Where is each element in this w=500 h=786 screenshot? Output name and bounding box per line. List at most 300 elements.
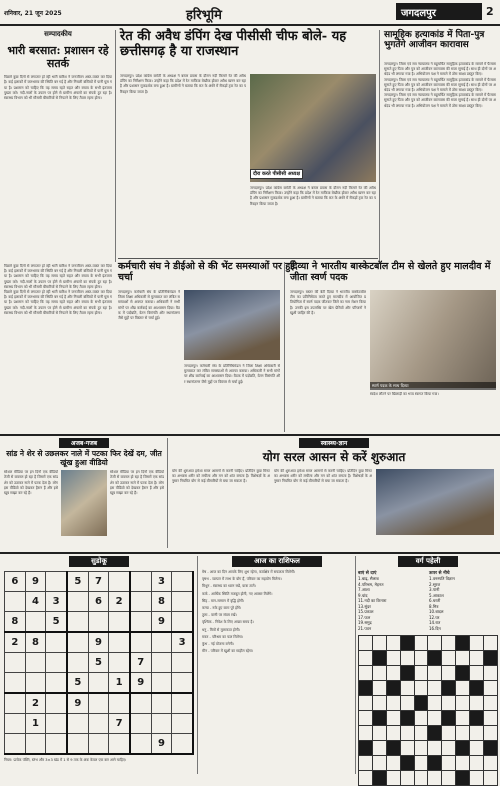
rashifal-title: आज का राशिफल bbox=[232, 556, 322, 567]
crossword-row bbox=[359, 726, 498, 741]
sudoku-cell bbox=[130, 612, 151, 633]
sudoku-cell bbox=[151, 714, 172, 734]
crossword-cell bbox=[470, 666, 484, 681]
crossword-black-cell bbox=[386, 681, 400, 696]
crossword-row bbox=[359, 711, 498, 726]
sudoku-cell: 2 bbox=[109, 592, 130, 612]
viral-photo bbox=[61, 470, 107, 536]
murder-headline: सामूहिक हत्याकांड में पिता-पुत्र भुगतेंगे आजीवन कारावास bbox=[384, 30, 485, 51]
sudoku-cell bbox=[172, 592, 193, 612]
lead-story-text-continued: जगदलपुर। प्रदेश कांग्रेस कमेटी के अध्यक्ष ने बस्तर प्रवास के दौरान नदी किनारे रेत की अवैध डंपिंग का निरीक्षण किया। उन्होंने कहा कि प्रदेश में रेत माफिया बेखौफ होकर अवैध खनन कर रहा है और प्रशासन मूकदर्शक बना हुआ है। ग्रामीणों ने बताया कि रात के अंधेरे में सैकड़ों ट्रक रेत का परिवहन किया जाता है। bbox=[250, 186, 376, 206]
sudoku-cell bbox=[109, 693, 130, 714]
sudoku-cell: 9 bbox=[67, 693, 88, 714]
crossword-cell bbox=[400, 681, 414, 696]
sudoku-cell: 5 bbox=[67, 572, 88, 592]
crossword-cell bbox=[442, 741, 456, 756]
down-clue: 5.आकाश bbox=[429, 592, 444, 598]
basketball-body bbox=[290, 290, 366, 430]
rashifal-item: वृश्चिक - निवेश के लिए अच्छा समय है। bbox=[202, 620, 254, 625]
crossword-cell bbox=[456, 756, 470, 771]
yoga-body-row bbox=[172, 469, 496, 535]
column-divider bbox=[197, 556, 198, 774]
sudoku-cell bbox=[109, 612, 130, 633]
sudoku-row bbox=[5, 572, 194, 592]
basketball-body-b bbox=[370, 392, 496, 430]
crossword-cell bbox=[442, 696, 456, 711]
sudoku-cell bbox=[130, 734, 151, 755]
rashifal-item: मीन - परिवार में खुशी का माहौल रहेगा। bbox=[202, 649, 254, 654]
sudoku-cell: 2 bbox=[25, 693, 46, 714]
crossword-cell bbox=[414, 711, 428, 726]
sudoku-row bbox=[5, 612, 194, 633]
yoga-headline: योग सरल आसन से करें शुरुआत bbox=[262, 450, 406, 464]
crossword-cell bbox=[359, 696, 373, 711]
crossword-black-cell bbox=[359, 681, 373, 696]
sudoku-cell: 6 bbox=[88, 592, 109, 612]
sudoku-cell: 3 bbox=[151, 572, 172, 592]
crossword-cell bbox=[428, 696, 442, 711]
editorial-section bbox=[4, 30, 112, 262]
lead-story-text: जगदलपुर। प्रदेश कांग्रेस कमेटी के अध्यक्ष ने बस्तर प्रवास के दौरान नदी किनारे रेत की अवैध डंपिंग का निरीक्षण किया। उन्होंने कहा कि प्रदेश में रेत माफिया बेखौफ होकर अवैध खनन कर रहा है और प्रशासन मूकदर्शक बना हुआ है। ग्रामीणों ने बताया कि रात के अंधेरे में सैकड़ों ट्रक रेत का परिवहन किया जाता है। bbox=[120, 74, 246, 94]
crossword-cell bbox=[484, 771, 498, 786]
yoga-section bbox=[172, 438, 496, 548]
crossword-row bbox=[359, 756, 498, 771]
sudoku-row bbox=[5, 714, 194, 734]
workers-text: जगदलपुर। कर्मचारी संघ के प्रतिनिधिमंडल ने जिला शिक्षा अधिकारी से मुलाकात कर लंबित समस्याओं से अवगत कराया। अधिकारी ने सभी मांगों पर शीघ्र कार्रवाई का आश्वासन दिया। बैठक में पदोन्नति, वेतन विसंगति और स्थानांतरण जैसे मुद्दों पर विस्तार से चर्चा हुई। bbox=[118, 290, 180, 321]
sudoku-row bbox=[5, 653, 194, 673]
sudoku-rules: नियम: प्रत्येक पंक्ति, स्तंभ और 3×3 खंड में 1 से 9 तक के अंक केवल एक बार आने चाहिए। bbox=[4, 758, 127, 762]
crossword-black-cell bbox=[372, 771, 386, 786]
sudoku-cell: 7 bbox=[130, 653, 151, 673]
sudoku-section bbox=[4, 556, 194, 774]
crossword-black-cell bbox=[428, 651, 442, 666]
crossword-row bbox=[359, 636, 498, 651]
sudoku-cell bbox=[46, 673, 67, 694]
crossword-cell bbox=[414, 636, 428, 651]
crossword-black-cell bbox=[414, 696, 428, 711]
crossword-cell bbox=[386, 696, 400, 711]
sudoku-cell: 5 bbox=[67, 673, 88, 694]
sudoku-row bbox=[5, 693, 194, 714]
yoga-text-continued: योग की शुरुआत हमेशा सरल आसनों से करनी चाहिए। प्रतिदिन कुछ मिनट का अभ्यास शरीर को लचीला और मन को शांत बनाता है। विशेषज्ञों के अनुसार नियमित योग से कई बीमारियों से बचा जा सकता है। bbox=[274, 468, 372, 484]
down-clue: 16.दिन bbox=[429, 625, 441, 631]
sudoku-cell bbox=[46, 693, 67, 714]
lead-story-headline: रेत की अवैध डंपिंग देख पीसीसी चीफ बोले- यह छत्तीसगढ़ है या राजस्थान bbox=[120, 29, 347, 59]
sudoku-cell bbox=[109, 572, 130, 592]
sudoku-cell bbox=[88, 734, 109, 755]
sudoku-cell bbox=[88, 612, 109, 633]
crossword-black-cell bbox=[400, 636, 414, 651]
murder-text-continued: जगदलपुर। जिला एवं सत्र न्यायालय ने बहुचर्चित सामूहिक हत्याकांड के मामले में फैसला सुनाते हुए पिता और पुत्र को आजीवन कारावास की सजा सुनाई है। साथ ही दोनों पर अर्थदंड भी लगाया गया है। अभियोजन पक्ष ने मामले में ठोस साक्ष्य प्रस्तुत किए। bbox=[384, 77, 496, 93]
sudoku-cell: 9 bbox=[88, 632, 109, 653]
crossword-cell bbox=[442, 756, 456, 771]
editorial-text-continued: पिछले कुछ दिनों से लगातार हो रही भारी बारिश ने जनजीवन अस्त-व्यस्त कर दिया है। कई इलाकों में जलभराव की स्थिति बन गई है और निचली बस्तियों में पानी घुस गया है। प्रशासन को चाहिए कि वह समय रहते राहत और बचाव के सभी इंतजाम पुख्ता करे। नदी-नालों के उफान पर होने से ग्रामीण अंचलों का संपर्क टूट रहा है। स्वास्थ्य विभाग को भी मौसमी बीमारियों से निपटने के लिए तैयार रहना होगा। bbox=[4, 264, 112, 289]
sudoku-cell: 8 bbox=[25, 632, 46, 653]
sudoku-cell bbox=[172, 653, 193, 673]
crossword-cell bbox=[442, 666, 456, 681]
sudoku-cell bbox=[46, 572, 67, 592]
crossword-black-cell bbox=[456, 636, 470, 651]
workers-text-continued: जगदलपुर। कर्मचारी संघ के प्रतिनिधिमंडल ने जिला शिक्षा अधिकारी से मुलाकात कर लंबित समस्याओं से अवगत कराया। अधिकारी ने सभी मांगों पर शीघ्र कार्रवाई का आश्वासन दिया। बैठक में पदोन्नति, वेतन विसंगति और स्थानांतरण जैसे मुद्दों पर विस्तार से चर्चा हुई। bbox=[184, 364, 280, 384]
crossword-cell bbox=[470, 636, 484, 651]
rashifal-section bbox=[202, 556, 352, 774]
viral-tag: अजब-गजब bbox=[59, 438, 109, 448]
crossword-black-cell bbox=[372, 711, 386, 726]
crossword-cell bbox=[484, 681, 498, 696]
crossword-cell bbox=[470, 756, 484, 771]
crossword-cell bbox=[414, 666, 428, 681]
basketball-text: जगदलपुर। बस्तर की बेटी दिव्या ने भारतीय बास्केटबॉल टीम का प्रतिनिधित्व करते हुए मालदीव में आयोजित प्रतियोगिता में स्वर्ण पदक जीतकर जिले का नाम रोशन किया है। उनकी इस उपलब्धि पर खेल प्रेमियों और परिजनों ने खुशी जाहिर की है। bbox=[290, 290, 366, 315]
crossword-cell bbox=[456, 681, 470, 696]
crossword-across bbox=[358, 570, 426, 631]
editorial-continued bbox=[4, 264, 112, 432]
column-divider bbox=[115, 30, 116, 262]
across-clue: 4.परिश्रम, मेहनत bbox=[358, 581, 384, 587]
sudoku-cell bbox=[151, 653, 172, 673]
yoga-text: योग की शुरुआत हमेशा सरल आसनों से करनी चाहिए। प्रतिदिन कुछ मिनट का अभ्यास शरीर को लचीला और मन को शांत बनाता है। विशेषज्ञों के अनुसार नियमित योग से कई बीमारियों से बचा जा सकता है। bbox=[172, 468, 270, 484]
sudoku-cell bbox=[25, 612, 46, 633]
sudoku-cell bbox=[88, 714, 109, 734]
sudoku-cell bbox=[130, 693, 151, 714]
across-clue: 7.आशा bbox=[358, 587, 370, 592]
crossword-cell bbox=[386, 711, 400, 726]
sudoku-cell bbox=[25, 673, 46, 694]
crossword-cell bbox=[484, 756, 498, 771]
basketball-photo bbox=[370, 290, 496, 388]
basketball-caption-box bbox=[370, 382, 496, 390]
sudoku-cell bbox=[5, 653, 26, 673]
crossword-cell bbox=[372, 726, 386, 741]
column-divider bbox=[379, 30, 380, 262]
sudoku-cell: 4 bbox=[25, 592, 46, 612]
murder-text-continued: जगदलपुर। जिला एवं सत्र न्यायालय ने बहुचर्चित सामूहिक हत्याकांड के मामले में फैसला सुनाते हुए पिता और पुत्र को आजीवन कारावास की सजा सुनाई है। साथ ही दोनों पर अर्थदंड भी लगाया गया है। अभियोजन पक्ष ने मामले में ठोस साक्ष्य प्रस्तुत किए। bbox=[384, 93, 496, 108]
editorial-headline: भारी बरसात: प्रशासन रहे सतर्क bbox=[7, 44, 109, 70]
workers-headline: कर्मचारी संघ ने डीईओ से की भेंट समस्याओं पर हुई चर्चा bbox=[118, 261, 295, 283]
sudoku-cell bbox=[67, 632, 88, 653]
rashifal-item: मिथुन - स्वास्थ्य का ध्यान रखें, यात्रा टालें। bbox=[202, 584, 256, 589]
sudoku-row bbox=[5, 734, 194, 755]
sudoku-cell bbox=[88, 693, 109, 714]
sudoku-cell bbox=[172, 673, 193, 694]
crossword-cell bbox=[359, 771, 373, 786]
sudoku-cell: 8 bbox=[151, 592, 172, 612]
murder-body bbox=[384, 62, 496, 262]
sudoku-cell bbox=[172, 612, 193, 633]
rashifal-item: तुला - वाणी पर संयम रखें। bbox=[202, 613, 237, 618]
sudoku-cell: 6 bbox=[5, 572, 26, 592]
sudoku-cell bbox=[25, 653, 46, 673]
crossword-cell bbox=[484, 711, 498, 726]
crossword-row bbox=[359, 696, 498, 711]
rashifal-item: मकर - परिश्रम का फल मिलेगा। bbox=[202, 634, 244, 639]
lead-photo-caption: दौरा करते पीसीसी अध्यक्ष bbox=[250, 169, 303, 179]
sudoku-cell: 9 bbox=[151, 612, 172, 633]
sudoku-cell bbox=[172, 693, 193, 714]
crossword-black-cell bbox=[386, 741, 400, 756]
crossword-black-cell bbox=[484, 651, 498, 666]
sudoku-cell bbox=[88, 673, 109, 694]
crossword-clues bbox=[358, 570, 498, 631]
yoga-tag: स्वास्थ्य-ज्ञान bbox=[299, 438, 369, 448]
column-divider bbox=[284, 262, 285, 432]
sudoku-cell bbox=[5, 673, 26, 694]
sudoku-cell: 8 bbox=[5, 612, 26, 633]
crossword-cell bbox=[372, 636, 386, 651]
sudoku-cell bbox=[5, 734, 26, 755]
sudoku-cell bbox=[172, 714, 193, 734]
sudoku-cell bbox=[109, 653, 130, 673]
sudoku-cell: 5 bbox=[46, 612, 67, 633]
crossword-section bbox=[358, 556, 498, 774]
crossword-black-cell bbox=[400, 666, 414, 681]
sudoku-cell bbox=[67, 653, 88, 673]
down-clue: 12.घर bbox=[429, 614, 440, 620]
across-clue: 21.पवन bbox=[358, 625, 372, 631]
crossword-cell bbox=[359, 711, 373, 726]
crossword-cell bbox=[428, 681, 442, 696]
sudoku-cell: 1 bbox=[109, 673, 130, 694]
down-clues bbox=[429, 576, 497, 631]
row-divider bbox=[118, 258, 378, 259]
lead-photo-caption-box bbox=[250, 160, 350, 179]
lead-story-body-b bbox=[250, 186, 376, 252]
rashifal-item: कुंभ - नई योजना बनेगी। bbox=[202, 642, 234, 647]
lead-story-body-a bbox=[120, 74, 246, 252]
sudoku-cell bbox=[151, 673, 172, 694]
sudoku-grid bbox=[4, 571, 194, 755]
rashifal-item: कर्क - आर्थिक स्थिति मजबूत होगी, नए अवसर मिलेंगे। bbox=[202, 591, 273, 596]
sudoku-cell bbox=[67, 612, 88, 633]
across-clue: 13.सुंदर bbox=[358, 603, 371, 609]
sudoku-cell bbox=[151, 632, 172, 653]
sudoku-cell: 7 bbox=[109, 714, 130, 734]
sudoku-cell: 9 bbox=[151, 734, 172, 755]
crossword-cell bbox=[470, 696, 484, 711]
crossword-black-cell bbox=[456, 771, 470, 786]
crossword-cell bbox=[484, 636, 498, 651]
crossword-cell bbox=[414, 651, 428, 666]
down-clue: 2.सूरज bbox=[429, 581, 441, 587]
across-clue: 19.समुद्र bbox=[358, 620, 372, 625]
crossword-cell bbox=[428, 771, 442, 786]
sudoku-row bbox=[5, 673, 194, 694]
crossword-cell bbox=[359, 666, 373, 681]
crossword-cell bbox=[386, 771, 400, 786]
down-clue: 1.वनस्पति विज्ञान bbox=[429, 576, 455, 581]
down-clue: 10.बादल bbox=[429, 609, 444, 614]
crossword-cell bbox=[359, 651, 373, 666]
sudoku-title: सुडोकू bbox=[69, 556, 129, 567]
page-number: 2 bbox=[486, 5, 494, 18]
sudoku-cell bbox=[67, 714, 88, 734]
sudoku-cell bbox=[130, 592, 151, 612]
workers-photo bbox=[184, 290, 280, 360]
crossword-black-cell bbox=[442, 711, 456, 726]
crossword-cell bbox=[372, 756, 386, 771]
sudoku-cell bbox=[151, 693, 172, 714]
down-clue: 14.रात bbox=[429, 620, 441, 625]
down-clue: 8.मित्र bbox=[429, 603, 439, 609]
crossword-black-cell bbox=[428, 726, 442, 741]
crossword-black-cell bbox=[372, 651, 386, 666]
crossword-black-cell bbox=[400, 711, 414, 726]
crossword-row bbox=[359, 666, 498, 681]
crossword-cell bbox=[414, 771, 428, 786]
crossword-cell bbox=[386, 756, 400, 771]
sudoku-cell bbox=[130, 714, 151, 734]
workers-body-a bbox=[118, 290, 180, 430]
crossword-cell bbox=[372, 741, 386, 756]
sudoku-cell: 3 bbox=[46, 592, 67, 612]
across-clues bbox=[358, 576, 426, 631]
section-divider bbox=[0, 552, 500, 554]
crossword-black-cell bbox=[484, 741, 498, 756]
crossword-cell bbox=[386, 726, 400, 741]
rashifal-item: कन्या - रुके हुए काम पूरे होंगे। bbox=[202, 606, 242, 611]
sudoku-cell: 5 bbox=[88, 653, 109, 673]
crossword-cell bbox=[484, 696, 498, 711]
crossword-black-cell bbox=[456, 666, 470, 681]
across-clue: 15.प्रकाश bbox=[358, 609, 374, 614]
sudoku-cell bbox=[46, 734, 67, 755]
crossword-cell bbox=[414, 726, 428, 741]
crossword-row bbox=[359, 741, 498, 756]
crossword-cell bbox=[428, 711, 442, 726]
column-divider bbox=[355, 556, 356, 774]
sudoku-cell bbox=[46, 653, 67, 673]
crossword-cell bbox=[442, 771, 456, 786]
crossword-cell bbox=[386, 636, 400, 651]
crossword-black-cell bbox=[470, 711, 484, 726]
across-clue: 1.बाढ़, सैलाब bbox=[358, 576, 379, 581]
crossword-cell bbox=[372, 696, 386, 711]
sudoku-cell bbox=[46, 632, 67, 653]
sudoku-row bbox=[5, 592, 194, 612]
viral-section bbox=[4, 438, 164, 548]
basketball-headline: दिव्या ने भारतीय बास्केटबॉल टीम से खेलते हुए मालदीव में जीता स्वर्ण पदक bbox=[290, 261, 491, 283]
sudoku-cell bbox=[5, 592, 26, 612]
across-clue: 11.नदी का किनारा bbox=[358, 598, 387, 603]
sudoku-cell bbox=[172, 734, 193, 755]
city-banner: जगदलपुर bbox=[396, 3, 482, 20]
basketball-caption: स्वर्ण पदक के साथ दिव्या bbox=[370, 382, 496, 390]
crossword-cell bbox=[442, 651, 456, 666]
editorial-body: पिछले कुछ दिनों से लगातार हो रही भारी बारिश ने जनजीवन अस्त-व्यस्त कर दिया है। कई इलाकों में जलभराव की स्थिति बन गई है और निचली बस्तियों में पानी घुस गया है। प्रशासन को चाहिए कि वह समय रहते राहत और बचाव के सभी इंतजाम पुख्ता करे। नदी-नालों के उफान पर होने से ग्रामीण अंचलों का संपर्क टूट रहा है। स्वास्थ्य विभाग को भी मौसमी बीमारियों से निपटने के लिए तैयार रहना होगा। bbox=[4, 75, 112, 101]
down-clue: 6.धरती bbox=[429, 598, 441, 603]
crossword-cell bbox=[386, 666, 400, 681]
crossword-cell bbox=[456, 711, 470, 726]
sudoku-cell: 9 bbox=[25, 572, 46, 592]
crossword-grid bbox=[358, 635, 498, 786]
crossword-black-cell bbox=[359, 741, 373, 756]
crossword-cell bbox=[400, 696, 414, 711]
basketball-bottom-text: स्वदेश लौटने पर खिलाड़ी का भव्य स्वागत किया गया। bbox=[370, 392, 439, 396]
sudoku-cell bbox=[46, 714, 67, 734]
down-clue: 3.पानी bbox=[429, 587, 440, 592]
across-title: बाएं से दाएं bbox=[358, 571, 377, 576]
rashifal-item: धनु - मित्रों से मुलाकात होगी। bbox=[202, 627, 241, 632]
crossword-cell bbox=[428, 741, 442, 756]
crossword-cell bbox=[456, 726, 470, 741]
crossword-row bbox=[359, 651, 498, 666]
crossword-cell bbox=[400, 771, 414, 786]
crossword-cell bbox=[442, 636, 456, 651]
crossword-black-cell bbox=[470, 681, 484, 696]
sudoku-cell: 3 bbox=[172, 632, 193, 653]
crossword-cell bbox=[414, 756, 428, 771]
crossword-cell bbox=[470, 771, 484, 786]
crossword-row bbox=[359, 681, 498, 696]
crossword-title: वर्ग पहेली bbox=[398, 556, 458, 567]
sudoku-cell: 2 bbox=[5, 632, 26, 653]
crossword-cell bbox=[414, 741, 428, 756]
sudoku-cell bbox=[130, 572, 151, 592]
crossword-cell bbox=[400, 741, 414, 756]
viral-body-row bbox=[4, 470, 164, 536]
sudoku-cell: 7 bbox=[88, 572, 109, 592]
crossword-black-cell bbox=[400, 756, 414, 771]
viral-text: सोशल मीडिया पर इन दिनों एक वीडियो तेजी से वायरल हो रहा है जिसमें एक सांड शेर को उठाकर नाले में पटक देता है। लोग इस वीडियो को देखकर हैरान हैं और इसे खूब साझा कर रहे हैं। bbox=[4, 470, 58, 496]
murder-text: जगदलपुर। जिला एवं सत्र न्यायालय ने बहुचर्चित सामूहिक हत्याकांड के मामले में फैसला सुनाते हुए पिता और पुत्र को आजीवन कारावास की सजा सुनाई है। साथ ही दोनों पर अर्थदंड भी लगाया गया है। अभियोजन पक्ष ने मामले में ठोस साक्ष्य प्रस्तुत किए। bbox=[384, 62, 496, 77]
rashifal-item: सिंह - मान-सम्मान में वृद्धि होगी। bbox=[202, 598, 245, 603]
crossword-cell bbox=[414, 681, 428, 696]
crossword-cell bbox=[428, 636, 442, 651]
crossword-cell bbox=[484, 726, 498, 741]
workers-body-b bbox=[184, 364, 280, 430]
across-clue: 9.चांद bbox=[358, 592, 368, 598]
viral-headline: सांड ने शेर से उछलकर नाले में पटका फिर देखें दम, जीत खूंख हुआ वीडियो bbox=[6, 449, 162, 467]
crossword-cell bbox=[400, 726, 414, 741]
crossword-cell bbox=[484, 666, 498, 681]
crossword-cell bbox=[470, 651, 484, 666]
crossword-cell bbox=[442, 726, 456, 741]
editorial-text-continued: पिछले कुछ दिनों से लगातार हो रही भारी बारिश ने जनजीवन अस्त-व्यस्त कर दिया है। कई इलाकों में जलभराव की स्थिति बन गई है और निचली बस्तियों में पानी घुस गया है। प्रशासन को चाहिए कि वह समय रहते राहत और बचाव के सभी इंतजाम पुख्ता करे। नदी-नालों के उफान पर होने से ग्रामीण अंचलों का संपर्क टूट रहा है। स्वास्थ्य विभाग को भी मौसमी बीमारियों से निपटने के लिए तैयार रहना होगा। bbox=[4, 290, 112, 315]
crossword-black-cell bbox=[428, 756, 442, 771]
crossword-black-cell bbox=[442, 681, 456, 696]
sudoku-cell: 1 bbox=[25, 714, 46, 734]
crossword-down bbox=[429, 570, 497, 631]
column-divider bbox=[167, 438, 168, 548]
rashifal-item: वृषभ - व्यापार में लाभ के योग हैं, परिवार का सहयोग मिलेगा। bbox=[202, 577, 282, 582]
sudoku-cell bbox=[109, 632, 130, 653]
section-divider bbox=[0, 434, 500, 436]
crossword-black-cell bbox=[456, 741, 470, 756]
crossword-cell bbox=[386, 651, 400, 666]
sudoku-cell bbox=[67, 734, 88, 755]
rashifal-list bbox=[202, 570, 352, 654]
rashifal-item: मेष - आज का दिन आपके लिए शुभ रहेगा, कार्यक्षेत्र में सफलता मिलेगी। bbox=[202, 570, 296, 574]
viral-text-continued: सोशल मीडिया पर इन दिनों एक वीडियो तेजी से वायरल हो रहा है जिसमें एक सांड शेर को उठाकर नाले में पटक देता है। लोग इस वीडियो को देखकर हैरान हैं और इसे खूब साझा कर रहे हैं। bbox=[110, 470, 164, 496]
page-header bbox=[0, 0, 500, 26]
sudoku-row bbox=[5, 632, 194, 653]
crossword-cell bbox=[359, 756, 373, 771]
sudoku-cell bbox=[130, 632, 151, 653]
sudoku-cell bbox=[172, 572, 193, 592]
editorial-label: सम्पादकीय bbox=[44, 30, 72, 38]
crossword-cell bbox=[470, 726, 484, 741]
crossword-cell bbox=[456, 696, 470, 711]
issue-date: शनिवार, 21 जून 2025 bbox=[4, 10, 62, 17]
sudoku-cell bbox=[5, 714, 26, 734]
crossword-row bbox=[359, 771, 498, 786]
crossword-cell bbox=[359, 726, 373, 741]
crossword-cell bbox=[372, 681, 386, 696]
yoga-photo bbox=[376, 469, 494, 535]
crossword-cell bbox=[428, 666, 442, 681]
sudoku-cell bbox=[109, 734, 130, 755]
across-clue: 17.फल bbox=[358, 614, 371, 620]
crossword-cell bbox=[456, 651, 470, 666]
